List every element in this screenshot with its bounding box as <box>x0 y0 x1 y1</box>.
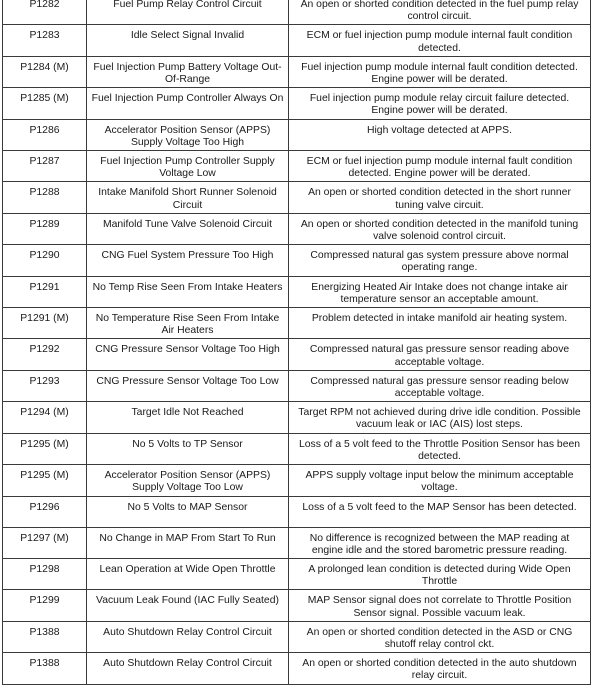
dtc-code-cell: P1286 <box>3 119 87 150</box>
table-row <box>3 88 591 119</box>
dtc-description-cell: Manifold Tune Valve Solenoid Circuit <box>87 213 289 244</box>
table-row <box>3 0 591 25</box>
dtc-condition-cell: Loss of a 5 volt feed to the MAP Sensor has been detected. <box>289 496 591 527</box>
dtc-condition-cell: ECM or fuel injection pump module internal fault condition detected. Engine power will be derated. <box>289 151 591 182</box>
dtc-condition-cell: Energizing Heated Air Intake does not change intake air temperature sensor an acceptable amount. <box>289 276 591 307</box>
dtc-description-cell: Target Idle Not Reached <box>87 402 289 433</box>
dtc-condition-cell: Compressed natural gas pressure sensor reading below acceptable voltage. <box>289 370 591 401</box>
table-row <box>3 119 591 150</box>
dtc-condition-cell: ECM or fuel injection pump module internal fault condition detected. <box>289 25 591 56</box>
dtc-code-cell: P1288 <box>3 182 87 213</box>
table-row <box>3 402 591 433</box>
table-row <box>3 590 591 621</box>
table-row <box>3 276 591 307</box>
dtc-description-cell: Vacuum Leak Found (IAC Fully Seated) <box>87 590 289 621</box>
dtc-description-cell: No Temperature Rise Seen From Intake Air Heaters <box>87 308 289 339</box>
dtc-table <box>2 0 591 685</box>
table-row <box>3 182 591 213</box>
dtc-description-cell: Accelerator Position Sensor (APPS) Supply Voltage Too Low <box>87 465 289 496</box>
dtc-code-cell: P1283 <box>3 25 87 56</box>
dtc-code-cell: P1388 <box>3 621 87 652</box>
table-row <box>3 56 591 87</box>
dtc-code-cell: P1282 <box>3 0 87 25</box>
dtc-condition-cell: An open or shorted condition detected in the ASD or CNG shutoff relay control ckt. <box>289 621 591 652</box>
dtc-code-cell: P1295 (M) <box>3 465 87 496</box>
table-row <box>3 653 591 684</box>
dtc-description-cell: No 5 Volts to MAP Sensor <box>87 496 289 527</box>
dtc-code-cell: P1290 <box>3 245 87 276</box>
table-row <box>3 370 591 401</box>
dtc-code-cell: P1291 (M) <box>3 308 87 339</box>
dtc-code-cell: P1388 <box>3 653 87 684</box>
dtc-code-cell: P1298 <box>3 558 87 589</box>
table-row <box>3 465 591 496</box>
dtc-condition-cell: Loss of a 5 volt feed to the Throttle Position Sensor has been detected. <box>289 433 591 464</box>
table-row <box>3 308 591 339</box>
dtc-description-cell: Fuel Injection Pump Controller Supply Voltage Low <box>87 151 289 182</box>
dtc-description-cell: Auto Shutdown Relay Control Circuit <box>87 653 289 684</box>
dtc-code-cell: P1294 (M) <box>3 402 87 433</box>
table-row <box>3 496 591 527</box>
dtc-code-cell: P1287 <box>3 151 87 182</box>
dtc-condition-cell: Fuel injection pump module internal fault condition detected. Engine power will be derated. <box>289 56 591 87</box>
dtc-condition-cell: An open or shorted condition detected in the auto shutdown relay circuit. <box>289 653 591 684</box>
dtc-description-cell: CNG Fuel System Pressure Too High <box>87 245 289 276</box>
dtc-description-cell: CNG Pressure Sensor Voltage Too High <box>87 339 289 370</box>
dtc-condition-cell: An open or shorted condition detected in the fuel pump relay control circuit. <box>289 0 591 25</box>
dtc-condition-cell: No difference is recognized between the MAP reading at engine idle and the stored barometric pressure reading. <box>289 527 591 558</box>
dtc-condition-cell: A prolonged lean condition is detected during Wide Open Throttle <box>289 558 591 589</box>
table-row <box>3 25 591 56</box>
dtc-code-cell: P1299 <box>3 590 87 621</box>
dtc-description-cell: Idle Select Signal Invalid <box>87 25 289 56</box>
dtc-description-cell: No Temp Rise Seen From Intake Heaters <box>87 276 289 307</box>
table-row <box>3 245 591 276</box>
dtc-code-cell: P1297 (M) <box>3 527 87 558</box>
dtc-code-cell: P1293 <box>3 370 87 401</box>
dtc-description-cell: Fuel Injection Pump Battery Voltage Out-Of-Range <box>87 56 289 87</box>
table-row <box>3 213 591 244</box>
dtc-description-cell: Lean Operation at Wide Open Throttle <box>87 558 289 589</box>
table-row <box>3 558 591 589</box>
dtc-description-cell: CNG Pressure Sensor Voltage Too Low <box>87 370 289 401</box>
table-row <box>3 151 591 182</box>
dtc-description-cell: Accelerator Position Sensor (APPS) Supply Voltage Too High <box>87 119 289 150</box>
dtc-condition-cell: Fuel injection pump module relay circuit failure detected. Engine power will be derated. <box>289 88 591 119</box>
table-row <box>3 433 591 464</box>
dtc-description-cell: No Change in MAP From Start To Run <box>87 527 289 558</box>
dtc-description-cell: No 5 Volts to TP Sensor <box>87 433 289 464</box>
dtc-condition-cell: APPS supply voltage input below the minimum acceptable voltage. <box>289 465 591 496</box>
dtc-condition-cell: Compressed natural gas pressure sensor reading above acceptable voltage. <box>289 339 591 370</box>
dtc-condition-cell: MAP Sensor signal does not correlate to Throttle Position Sensor signal. Possible vacuum leak. <box>289 590 591 621</box>
dtc-condition-cell: High voltage detected at APPS. <box>289 119 591 150</box>
dtc-condition-cell: An open or shorted condition detected in the short runner tuning valve circuit. <box>289 182 591 213</box>
dtc-description-cell: Fuel Injection Pump Controller Always On <box>87 88 289 119</box>
dtc-description-cell: Fuel Pump Relay Control Circuit <box>87 0 289 25</box>
dtc-condition-cell: Problem detected in intake manifold air heating system. <box>289 308 591 339</box>
dtc-condition-cell: An open or shorted condition detected in the manifold tuning valve solenoid control circuit. <box>289 213 591 244</box>
dtc-code-cell: P1296 <box>3 496 87 527</box>
dtc-code-cell: P1289 <box>3 213 87 244</box>
dtc-code-cell: P1291 <box>3 276 87 307</box>
dtc-table-body <box>3 0 591 684</box>
table-row <box>3 339 591 370</box>
dtc-description-cell: Auto Shutdown Relay Control Circuit <box>87 621 289 652</box>
dtc-code-cell: P1285 (M) <box>3 88 87 119</box>
table-row <box>3 621 591 652</box>
dtc-code-cell: P1295 (M) <box>3 433 87 464</box>
table-row <box>3 527 591 558</box>
dtc-condition-cell: Compressed natural gas system pressure above normal operating range. <box>289 245 591 276</box>
dtc-condition-cell: Target RPM not achieved during drive idle condition. Possible vacuum leak or IAC (AIS) lost steps. <box>289 402 591 433</box>
dtc-description-cell: Intake Manifold Short Runner Solenoid Circuit <box>87 182 289 213</box>
dtc-code-cell: P1284 (M) <box>3 56 87 87</box>
dtc-code-cell: P1292 <box>3 339 87 370</box>
